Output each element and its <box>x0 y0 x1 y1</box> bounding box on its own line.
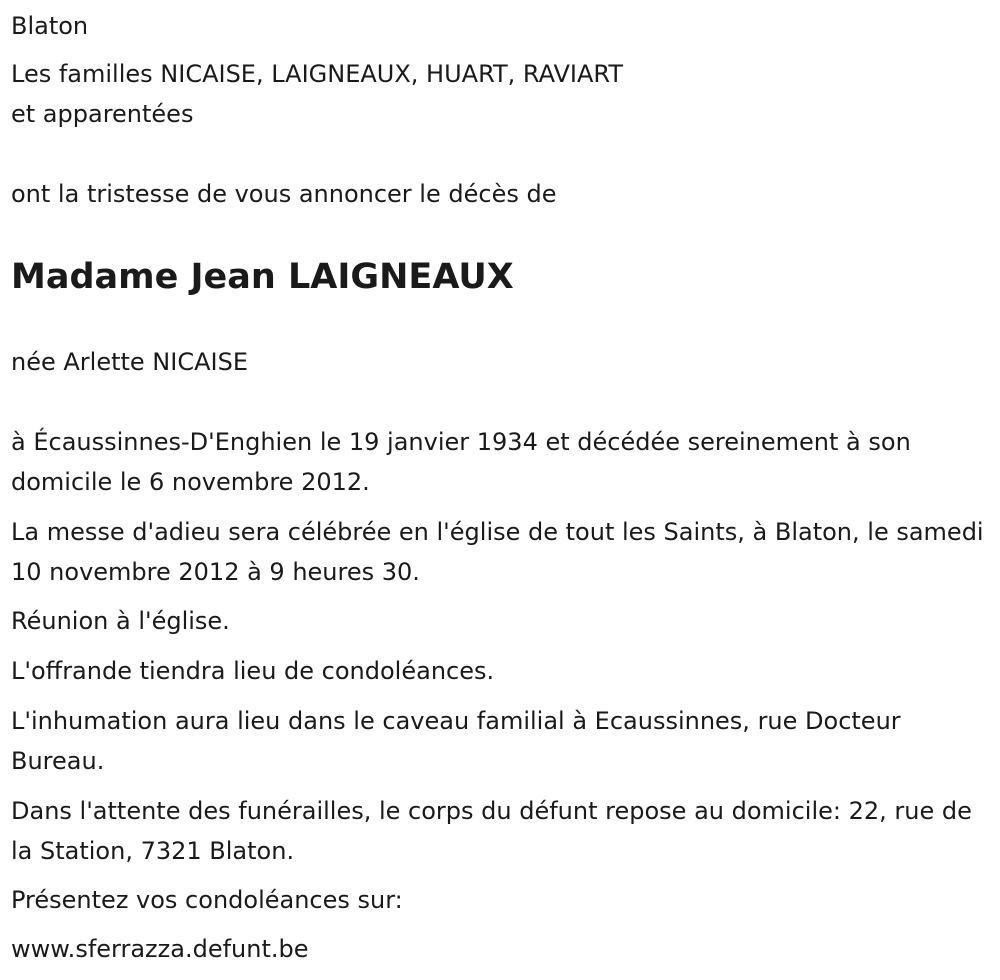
birth-death-paragraph: à Écaussinnes-D'Enghien le 19 janvier 1934 et décédée sereinement à son domicile le 6 novembre 2012. <box>11 428 911 496</box>
families-line: Les familles NICAISE, LAIGNEAUX, HUART, RAVIART <box>11 60 624 88</box>
burial-paragraph: L'inhumation aura lieu dans le caveau familial à Ecaussinnes, rue Docteur Bureau. <box>11 707 901 775</box>
viewing-paragraph: Dans l'attente des funérailles, le corps du défunt repose au domicile: 22, rue de la Station, 7321 Blaton. <box>11 797 972 865</box>
location-text: Blaton <box>11 12 89 40</box>
deceased-name: Madame Jean LAIGNEAUX <box>11 257 514 297</box>
offering-text: L'offrande tiendra lieu de condoléances. <box>11 657 495 685</box>
relatives-line: et apparentées <box>11 100 194 128</box>
maiden-name: née Arlette NICAISE <box>11 348 248 376</box>
website-link[interactable]: www.sferrazza.defunt.be <box>11 935 309 963</box>
mass-paragraph: La messe d'adieu sera célébrée en l'église de tout les Saints, à Blaton, le samedi 10 novembre 2012 à 9 heures 30. <box>11 518 984 586</box>
condolences-prompt: Présentez vos condoléances sur: <box>11 886 403 914</box>
meeting-text: Réunion à l'église. <box>11 607 230 635</box>
announcement-text: ont la tristesse de vous annoncer le décès de <box>11 180 557 208</box>
